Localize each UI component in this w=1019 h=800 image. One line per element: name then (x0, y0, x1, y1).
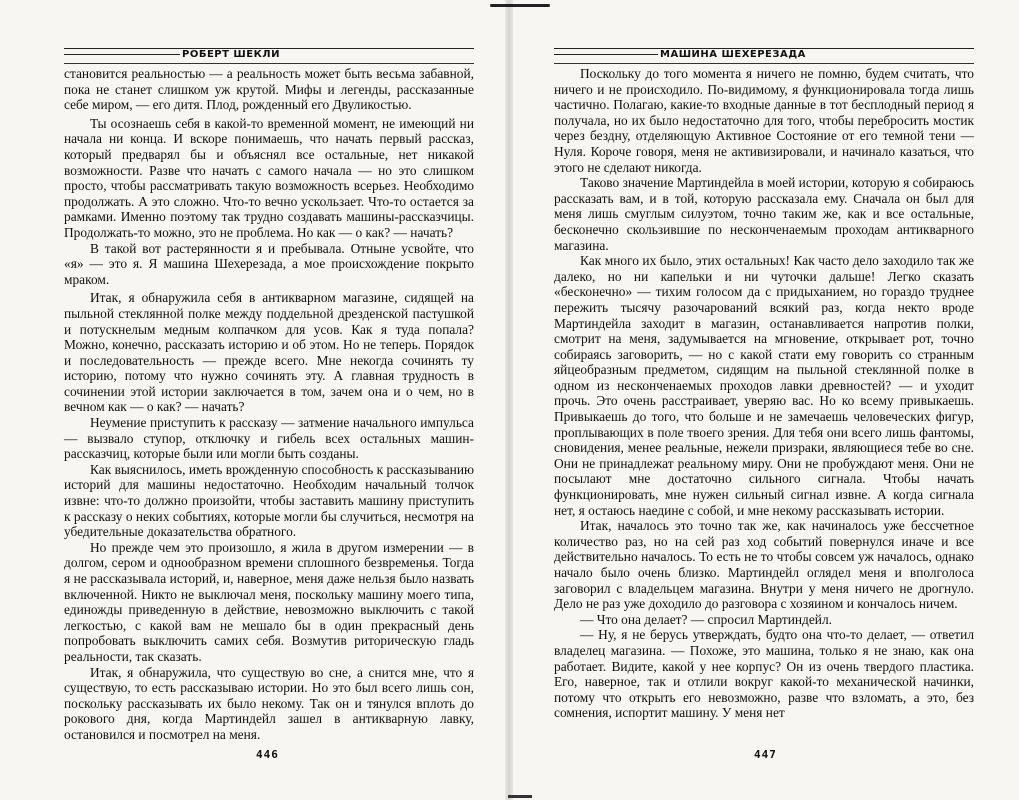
paragraph: Поскольку до того момента я ничего не помню, будем считать, что ничего и не происходило. По-видимому, я функционировала тогда лишь частично. Полагаю, какие-то входные данные в тот бесплодный период я получала, но их было недостаточно для того, чтобы перебросить мостик через бездну, отделяющую Активное Состояние от его темной тени — Нуля. Короче говоря, меня не активизировали, и начинало казаться, что этого не сделают никогда. (554, 66, 974, 175)
paragraph: — Ну, я не берусь утверждать, будто она что-то делает, — ответил владелец магазина. — Похоже, это машина, только я не знаю, как она работает. Видите, какой у нее корпус? Он из очень твердого пластика. Его, наверное, так и отлили вокруг какой-то механической начинки, потому что открыть его невозможно, разве что взломать, а это, без сомнения, испортит машину. У меня нет (554, 627, 974, 721)
paragraph: Как много их было, этих остальных! Как часто дело заходило так же далеко, но ни капельки и ни чуточки дальше! Легко сказать «бесконечно» — тихим голосом да с придыханием, но гораздо труднее пережить тысячу разочарований всякий раз, когда некто вроде Мартиндейла заходит в магазин, останавливается напротив полки, смотрит на меня, задумывается на мгновение, открывает рот, точно собираясь заговорить, — но с какой стати ему говорить со странным яйцеобразным предметом, сидящим на пыльной стеклянной полке в одном из несконченаемых проходов лавки древностей? — и уходит прочь. Это очень расстраивает, уверяю вас. Но ко всему привыкаешь. Привыкаешь до того, что больше и не замечаешь человеческих фигур, проплывающих в поле твоего зрения. Для тебя они всего лишь фантомы, сновидения, менее реальные, нежели призраки, являющиеся тебе во сне. Они не принадлежат реальному миру. Они не пробуждают меня. Они не посылают мне достаточно сильного сигнала. Чтобы начать функционировать, мне нужен сильный сигнал извне. А когда сигнала нет, я остаюсь наедине с собой, и мне некому рассказывать истории. (554, 253, 974, 518)
right-page (510, 0, 1019, 800)
left-page (0, 0, 508, 800)
paragraph: Неумение приступить к рассказу — затмение начального импульса — вызвало ступор, отключку и гибель всех остальных машин-рассказчиц, которые были или могли быть созданы. (64, 415, 474, 462)
page-number: 446 (256, 748, 279, 761)
running-head-left (64, 48, 474, 62)
paragraph: Как выяснилось, иметь врожденную способность к рассказыванию историй для машины недостаточно. Необходим начальный толчок извне: что-то должно произойти, чтобы заставить машину приступить к рассказу о неких событиях, которые могли бы случиться, несмотря на убедительные доказательства обратного. (64, 461, 474, 540)
head-rule (64, 48, 474, 49)
paragraph: В такой вот растерянности я и пребывала. Отныне усвойте, что «я» — это я. Я машина Шехерезада, а мое происхождение покрыто мраком. (64, 240, 474, 287)
paragraph: Но прежде чем это произошло, я жила в другом измерении — в долгом, сером и однообразном времени сплошного безвременья. Тогда я не рассказывала историй, и, наверное, меня даже нельзя было назвать включенной. Никто не выключал меня, поскольку машину моего типа, единожды приведенную в действие, невозможно выключить с такой легкостью, с какой вам не мешало бы в один прекрасный день попробовать выключить самих себя. Возмутив риторическую гладь реальности, так сказать. (64, 539, 474, 664)
paragraph: Итак, я обнаружила, что существую во сне, а снится мне, что я существую, то есть рассказываю истории. Но это был всего лишь сон, поскольку рассказывать их было некому. Так он и тянулся вплоть до рокового дня, когда Мартиндейл зашел в антикварную лавку, остановился и посмотрел на меня. (64, 664, 474, 742)
paragraph: Ты осознаешь себя в какой-то временной момент, не имеющий ни начала ни конца. И вскоре понимаешь, что начать первый рассказ, который предварял бы и объяснял все остальные, нет никакой возможности. Разве что начать с самого начала — но это слишком просто, чтобы рассматривать такую возможность всерьез. Необходимо продолжать. А это сложно. Что-то вечно ускользает. Что-то остается за рамками. Именно поэтому так трудно создавать машины-рассказчицы. Продолжать-то можно, это не проблема. Но как — о как? — начать? (64, 115, 474, 240)
paragraph: становится реальностью — а реальность может быть весьма забавной, пока не станет слишком уж крутой. Мифы и легенды, рассказанные себе миром, — его дитя. Плод, рожденный его Двуликостью. (64, 66, 474, 113)
head-rule-lead (554, 54, 658, 55)
running-head-title: МАШИНА ШЕХЕРЕЗАДА (660, 49, 806, 60)
running-head-title: РОБЕРТ ШЕКЛИ (182, 49, 280, 60)
page-number: 447 (754, 748, 777, 761)
paragraph: Итак, началось это точно так же, как начиналось уже бессчетное количество раз, но на сей раз ход событий повернулся иначе и все действительно началось. То есть не то чтобы совсем уж началось, однако начало было очень близко. Мартиндейл оглядел меня и вполголоса заговорил с владельцем магазина. Внутри у меня ничего не дрогнуло. Дело не раз уже доходило до разговора с хозяином и кончалось ничем. (554, 518, 974, 612)
head-rule-under (64, 63, 474, 64)
head-rule-lead (64, 54, 180, 55)
running-head-right (554, 48, 974, 62)
paragraph: Итак, я обнаружила себя в антикварном магазине, сидящей на пыльной стеклянной полке между поддельной дрезденской пастушкой и потускнелым медным колпачком для усов. Как я туда попала? Можно, конечно, рассказать историю и об этом. Но не теперь. Порядок и последовательность — прежде всего. Мне некогда сочинять ту историю, потому что нужно сочинять эту. А главная трудность в сочинении этой истории заключается в том, зачем она и о чем, но в вечном как — о как? — начать? (64, 290, 474, 415)
scan-mark-bottom (508, 795, 532, 798)
head-rule-under (554, 63, 974, 64)
head-rule (554, 48, 974, 49)
paragraph: — Что она делает? — спросил Мартиндейл. (580, 611, 832, 627)
page-text (554, 66, 974, 721)
paragraph: Таково значение Мартиндейла в моей истории, которую я собираюсь рассказать вам, и в той, которую рассказала ему. Сначала он был для меня лишь смуглым силуэтом, точно таким же, как и все остальные, бесконечно скользившие по несконченаемым проходам антикварного магазина. (554, 175, 974, 253)
page-text (64, 66, 474, 743)
